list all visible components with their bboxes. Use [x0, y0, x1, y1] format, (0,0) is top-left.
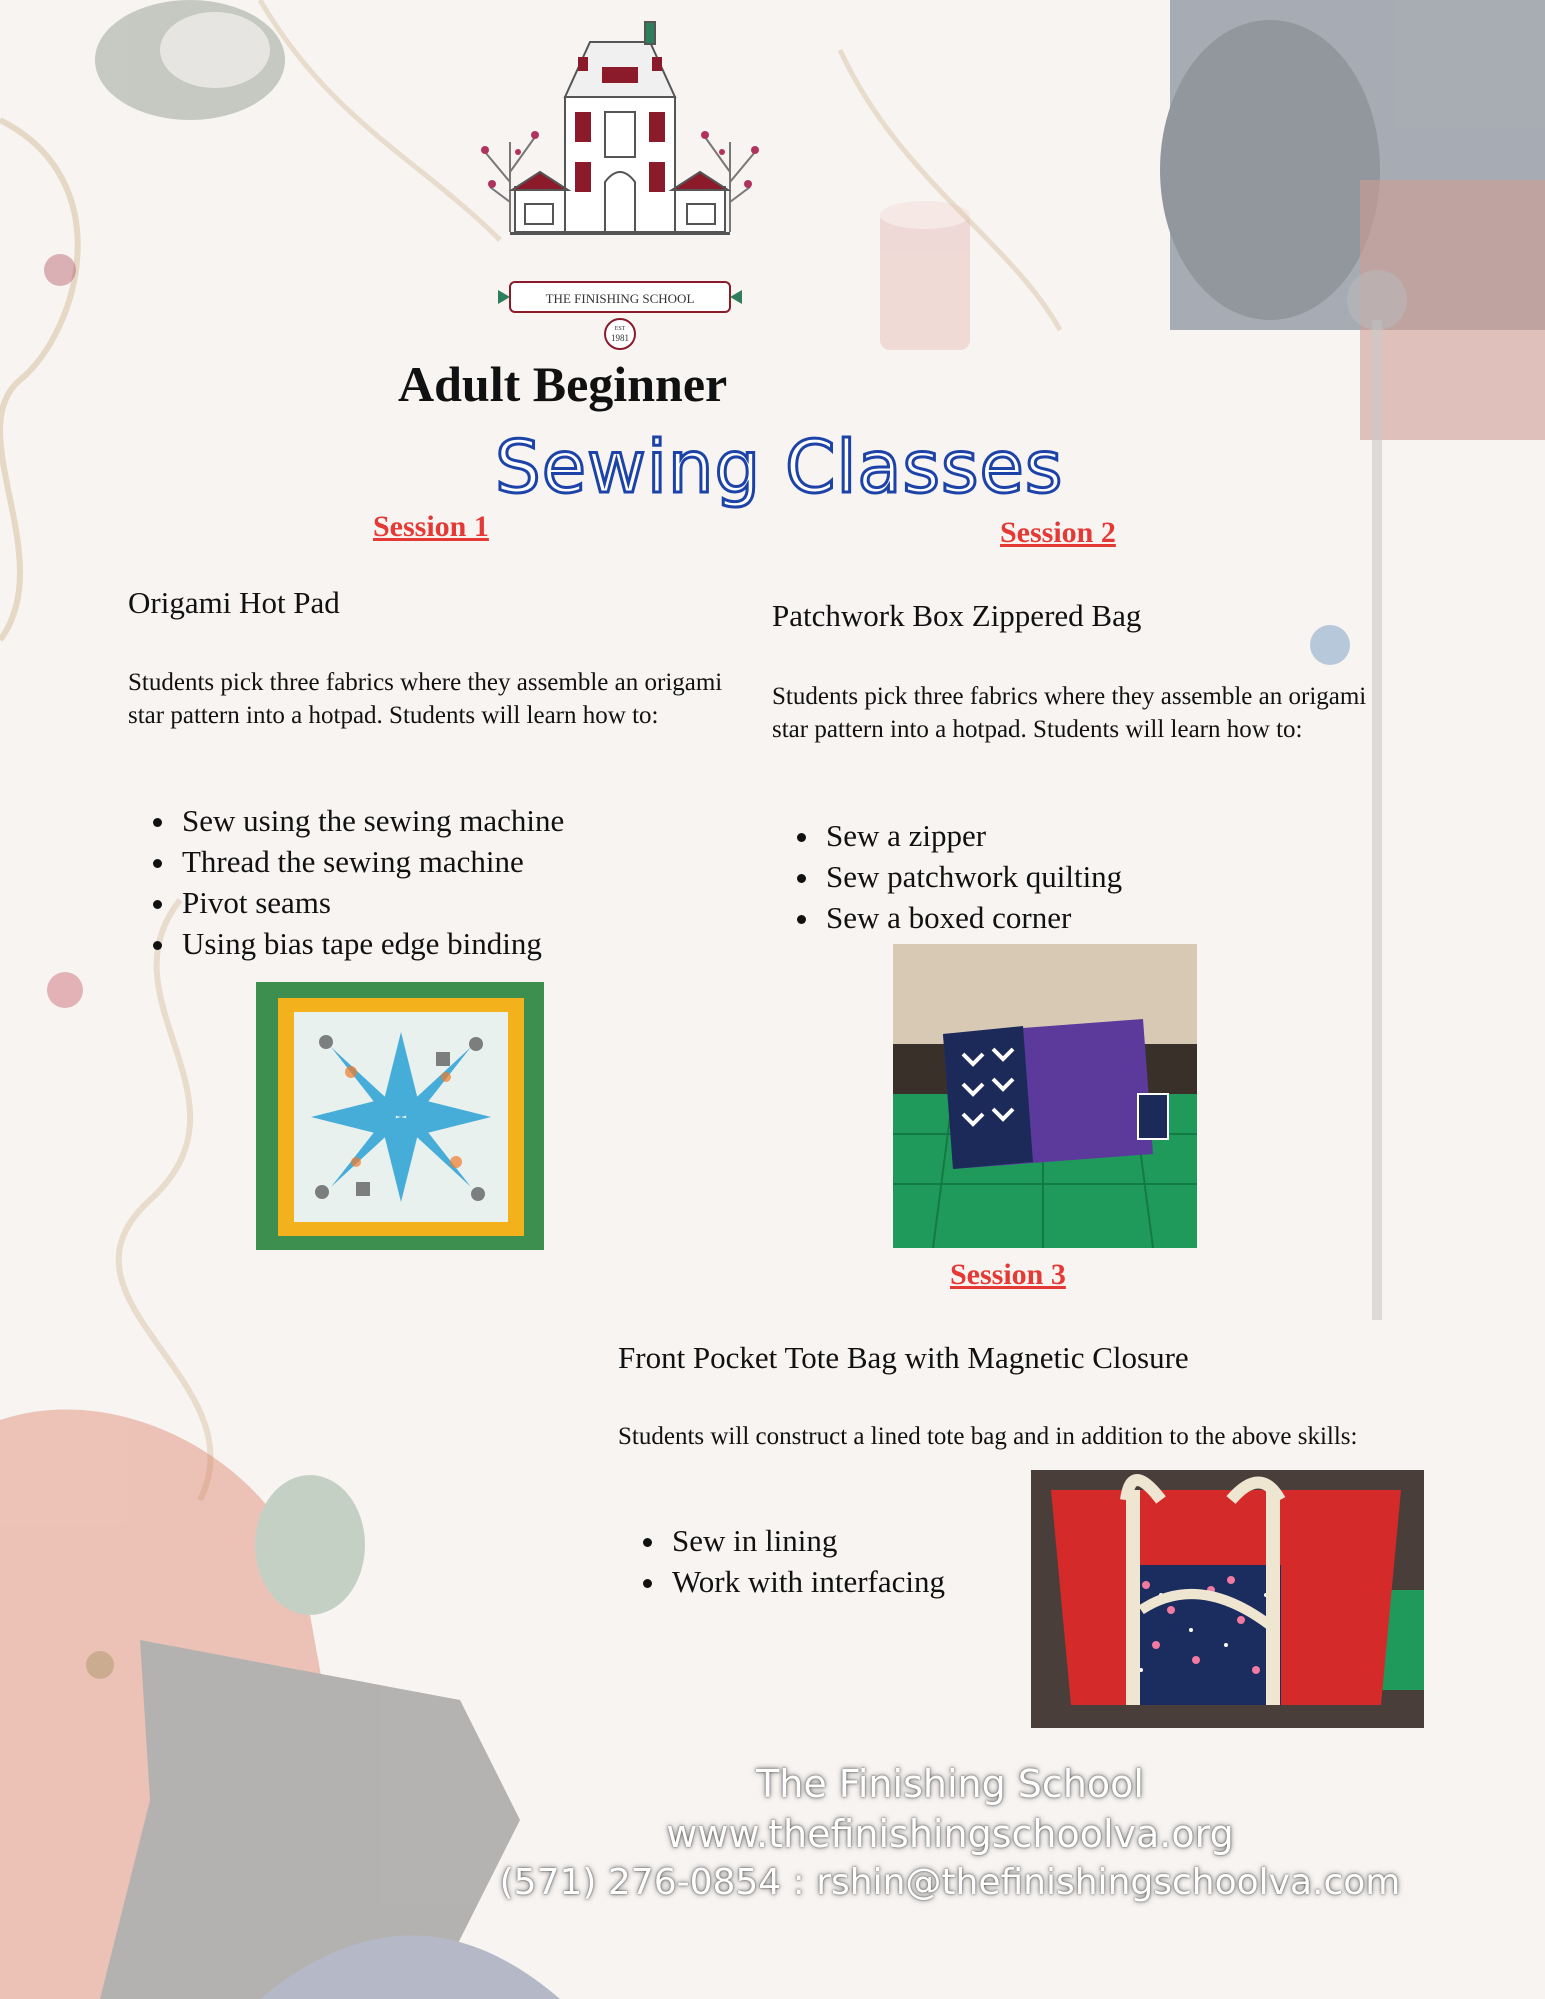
logo-est-label: EST — [614, 326, 626, 332]
list-item: • Sew patchwork quilting — [822, 856, 1442, 897]
session-2-label: Session 2 — [1000, 516, 1116, 549]
list-item: • Sew a boxed corner — [822, 897, 1442, 938]
heading-sewing-classes: Sewing Classes — [495, 425, 1064, 509]
session-2-skills-list — [772, 815, 1442, 938]
tote-bag-photo — [1031, 1470, 1424, 1728]
list-item: • Sew in lining — [668, 1520, 1068, 1561]
footer-contact-info[interactable]: (571) 276-0854 : rshin@thefinishingschoolva.com — [499, 1862, 1401, 1903]
session-1-label: Session 1 — [373, 510, 489, 543]
session-3-title: Front Pocket Tote Bag with Magnetic Closure — [618, 1340, 1189, 1375]
footer-school-name: The Finishing School — [756, 1762, 1144, 1806]
logo-est-year: 1981 — [611, 333, 629, 343]
list-item: • Pivot seams — [178, 882, 798, 923]
list-item: • Sew a zipper — [822, 815, 1442, 856]
footer-website-link[interactable]: www.thefinishingschoolva.org — [666, 1812, 1234, 1856]
list-item: • Using bias tape edge binding — [178, 923, 798, 964]
session-2-description: Students pick three fabrics where they assemble an origami star pattern into a hotpad. Students will learn how to: — [772, 683, 1367, 743]
heading-adult-beginner: Adult Beginner — [398, 356, 728, 412]
session-1-title: Origami Hot Pad — [128, 585, 340, 620]
zippered-bag-photo — [893, 944, 1197, 1248]
session-1-description: Students pick three fabrics where they assemble an origami star pattern into a hotpad. Students will learn how to: — [128, 669, 723, 729]
session-2-title: Patchwork Box Zippered Bag — [772, 598, 1142, 633]
list-item: • Work with interfacing — [668, 1561, 1068, 1602]
list-item: • Sew using the sewing machine — [178, 800, 798, 841]
list-item: • Thread the sewing machine — [178, 841, 798, 882]
finishing-school-logo — [470, 12, 770, 352]
session-3-skills-list — [618, 1520, 1068, 1602]
session-1-skills-list — [128, 800, 798, 964]
session-3-description: Students will construct a lined tote bag and in addition to the above skills: — [618, 1423, 1358, 1450]
session-3-label: Session 3 — [950, 1258, 1066, 1291]
hot-pad-photo — [256, 982, 544, 1250]
logo-banner-text: THE FINISHING SCHOOL — [545, 291, 695, 306]
